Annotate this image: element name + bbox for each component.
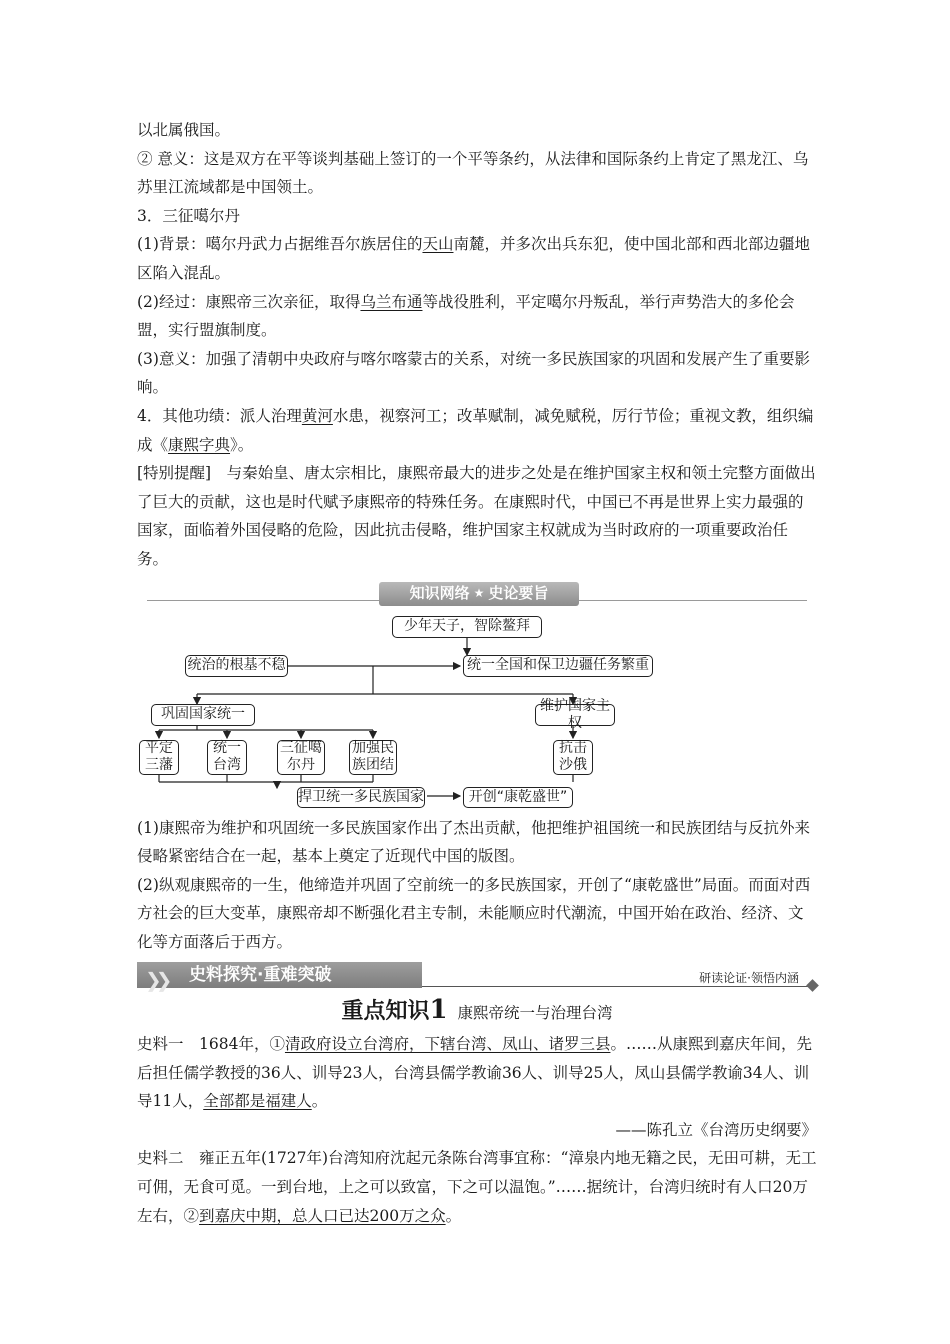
paragraph-background: (1)背景：噶尔丹武力占据维吾尔族居住的天山南麓，并多次出兵东犯，使中国北部和西北部边疆地区陷入混乱。 — [137, 235, 810, 282]
key-point-number: 1 — [429, 995, 448, 1026]
diagram-node: 统一 台湾 — [207, 740, 247, 775]
summary-paragraph: (2)纵观康熙帝的一生，他缔造并巩固了空前统一的多民族国家，开创了“康乾盛世”局面。而面对西方社会的巨大变革，康熙帝却不断强化君主专制，未能顺应时代潮流，中国开始在政治、经济、文化等方面落后于西方。 — [137, 875, 811, 951]
key-point-title: 重点知识 — [341, 999, 430, 1025]
section-title: 史料探究·重难突破 — [189, 965, 332, 986]
paragraph-other: 4．其他功绩：派人治理黄河水患，视察河工；改革赋制，减免赋税，厉行节俭；重视文教，组织编成《康熙字典》。 — [137, 406, 814, 454]
document-page — [137, 116, 817, 1230]
paragraph: ② 意义：这是双方在平等谈判基础上签订的一个平等条约，从法律和国际条约上肯定了黑龙江、乌苏里江流域都是中国领土。 — [137, 149, 809, 197]
diagram-node: 少年天子，智除鳌拜 — [392, 616, 542, 638]
banner-left-label: 知识网络 — [409, 584, 470, 603]
banner-right-label: 史论要旨 — [488, 584, 549, 603]
paragraph: 以北属俄国。 — [137, 121, 231, 139]
source-citation: ——陈孔立《台湾历史纲要》 — [615, 1120, 817, 1139]
paragraph: 3．三征噶尔丹 — [137, 206, 240, 225]
diagram-node: 捍卫统一多民族国家 — [297, 787, 425, 808]
section-subtitle: 研读论证·领悟内涵 — [699, 971, 799, 986]
knowledge-diagram — [137, 608, 817, 808]
diagram-node: 加强民 族团结 — [349, 740, 397, 775]
paragraph-process: (2)经过：康熙帝三次亲征，取得乌兰布通等战役胜利，平定噶尔丹叛乱，举行声势浩大的多伦会盟，实行盟旗制度。 — [137, 292, 795, 340]
diamond-icon — [806, 980, 819, 993]
diagram-node: 开创“康乾盛世” — [463, 787, 573, 808]
diagram-node: 抗击 沙俄 — [553, 740, 593, 775]
diagram-node: 平定 三藩 — [139, 740, 179, 775]
special-tip: [特别提醒] 与秦始皇、唐太宗相比，康熙帝最大的进步之处是在维护国家主权和领土完整方面做出了巨大的贡献，这也是时代赋予康熙帝的特殊任务。在康熙时代，中国已不再是世界上实力最强的国家，面临着外国侵略的危险，因此抗击侵略，维护国家主权就成为当时政府的一项重要政治任务。 — [137, 464, 816, 568]
key-point-subtitle: 康熙帝统一与治理台湾 — [457, 1004, 613, 1023]
source-material-2: 史料二 雍正五年(1727年)台湾知府沈起元条陈台湾事宜称：“漳泉内地无籍之民，无田可耕，无工可佣，无食可觅。一到台地，上之可以致富，下之可以温饱。”……据统计，台湾归统时有人口20万左右，②到嘉庆中期，总人口已达200万之众。 — [137, 1149, 817, 1225]
diagram-node: 三征噶 尔丹 — [277, 740, 325, 775]
diagram-node: 巩固国家统一 — [151, 704, 255, 726]
paragraph-significance: (3)意义：加强了清朝中央政府与喀尔喀蒙古的关系，对统一多民族国家的巩固和发展产生了重要影响。 — [137, 349, 810, 397]
diagram-node: 维护国家主权 — [535, 704, 615, 726]
summary-paragraph: (1)康熙帝为维护和巩固统一多民族国家作出了杰出贡献，他把维护祖国统一和民族团结与反抗外来侵略紧密结合在一起，基本上奠定了近现代中国的版图。 — [137, 818, 810, 866]
knowledge-network-banner — [137, 580, 817, 608]
source-material-1: 史料一 1684年，①清政府设立台湾府，下辖台湾、凤山、诸罗三县。……从康熙到嘉庆年间，先后担任儒学教授的36人、训导23人，台湾县儒学教谕36人、训导25人，凤山县儒学教谕34人、训导11人，全部都是福建人。 — [137, 1035, 812, 1111]
star-icon: ★ — [473, 586, 485, 601]
key-point-heading — [137, 996, 817, 1028]
diagram-node: 统治的根基不稳 — [185, 655, 288, 677]
diagram-node: 统一全国和保卫边疆任务繁重 — [463, 655, 653, 677]
section-banner — [137, 960, 817, 993]
chevron-right-icon: ❯❯ — [145, 968, 167, 993]
